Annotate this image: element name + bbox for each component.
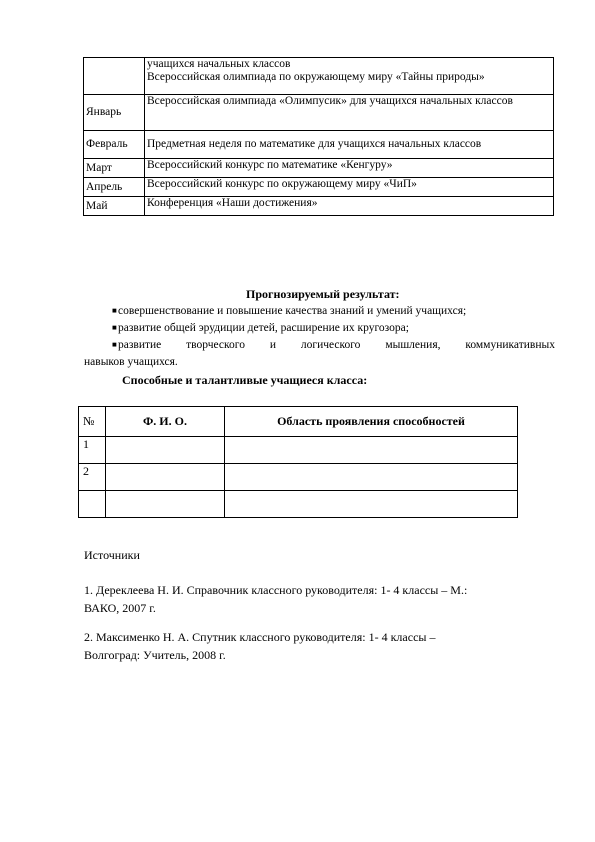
bullet-text: ■развитие творческого и логического мышления, коммуникативных	[112, 339, 555, 351]
result-bullet	[112, 322, 409, 334]
bullet-text: развитие общей эрудиции детей, расширение их кругозора;	[118, 322, 409, 334]
students-heading: Способные и талантливые учащиеся класса:	[122, 373, 368, 387]
row-number: 1	[79, 437, 106, 464]
event-cell	[145, 58, 554, 95]
month-cell: Январь	[84, 95, 145, 131]
column-header-name: Ф. И. О.	[106, 407, 225, 437]
table-row	[84, 159, 554, 178]
name-cell[interactable]	[106, 491, 225, 518]
month-cell: Апрель	[84, 178, 145, 197]
result-bullet	[112, 305, 466, 317]
bullet-text: совершенствование и повышение качества знаний и умений учащихся;	[118, 305, 467, 317]
table-row	[79, 491, 518, 518]
bullet-square-icon: ■	[112, 323, 117, 332]
row-number: 2	[79, 464, 106, 491]
table-header-row	[79, 407, 518, 437]
area-cell[interactable]	[225, 464, 518, 491]
table-row	[84, 178, 554, 197]
event-cell: Всероссийский конкурс по математике «Кенгуру»	[145, 159, 554, 178]
table-row	[79, 437, 518, 464]
event-cell: Всероссийский конкурс по окружающему миру «ЧиП»	[145, 178, 554, 197]
table-row	[84, 131, 554, 159]
bullet-continuation: навыков учащихся.	[84, 356, 178, 368]
table-row	[84, 58, 554, 95]
sources-title: Источники	[84, 548, 140, 562]
event-cell: Всероссийская олимпиада «Олимпусик» для учащихся начальных классов	[145, 95, 554, 131]
source-line: 2. Максименко Н. А. Спутник классного руководителя: 1- 4 классы –	[84, 630, 436, 644]
event-line: Всероссийская олимпиада по окружающему миру «Тайны природы»	[147, 71, 485, 83]
source-line: 1. Дереклеева Н. И. Справочник классного руководителя: 1- 4 классы – М.:	[84, 583, 468, 597]
event-cell: Предметная неделя по математике для учащихся начальных классов	[145, 131, 554, 159]
area-cell[interactable]	[225, 437, 518, 464]
month-cell	[84, 58, 145, 95]
area-cell[interactable]	[225, 491, 518, 518]
students-table	[78, 406, 518, 518]
column-header-number: №	[79, 407, 106, 437]
bullet-square-icon: ■	[112, 340, 117, 349]
table-row	[79, 464, 518, 491]
month-cell: Май	[84, 197, 145, 216]
source-line: Волгоград: Учитель, 2008 г.	[84, 648, 226, 662]
result-bullet	[112, 339, 555, 351]
source-line: ВАКО, 2007 г.	[84, 601, 156, 615]
source-item	[84, 628, 435, 664]
month-cell: Февраль	[84, 131, 145, 159]
name-cell[interactable]	[106, 464, 225, 491]
table-row	[84, 95, 554, 131]
result-heading: Прогнозируемый результат:	[246, 287, 400, 301]
name-cell[interactable]	[106, 437, 225, 464]
event-line: учащихся начальных классов	[147, 58, 291, 70]
table-row	[84, 197, 554, 216]
event-cell: Конференция «Наши достижения»	[145, 197, 554, 216]
bullet-square-icon: ■	[112, 306, 117, 315]
source-item	[84, 581, 467, 617]
row-number	[79, 491, 106, 518]
month-cell: Март	[84, 159, 145, 178]
column-header-area: Область проявления способностей	[225, 407, 518, 437]
plan-table	[83, 57, 554, 216]
